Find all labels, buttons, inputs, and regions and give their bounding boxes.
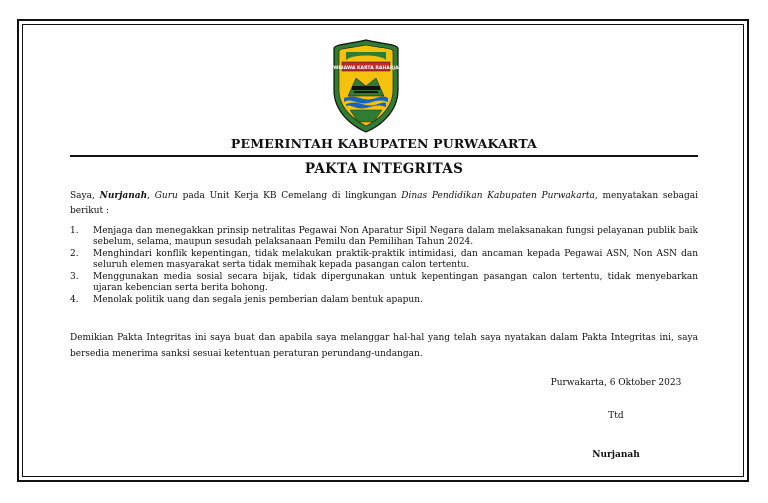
- list-item: [70, 272, 698, 294]
- list-item-number: 1.: [70, 226, 79, 236]
- intro-unit: pada Unit Kerja KB Cemelang di lingkungan: [182, 191, 397, 201]
- list-item-text: Menjaga dan menegakkan prinsip netralitas Pegawai Non Aparatur Sipil Negara dalam melaksanakan fungsi pelayanan publik baik sebelum, selama, maupun sesudah pelaksanaan Pemilu dan Pemilihan Tahun 2024.: [93, 226, 698, 247]
- signature-ttd: Ttd: [608, 411, 624, 421]
- intro-saya: Saya,: [70, 191, 95, 201]
- list-item: [70, 295, 698, 306]
- list-item-number: 4.: [70, 295, 79, 305]
- document-title: PAKTA INTEGRITAS: [304, 161, 464, 177]
- list-item-text: Menghindari konflik kepentingan, tidak melakukan praktik-praktik intimidasi, dan ancaman kepada Pegawai ASN, Non ASN dan seluruh elemen masyarakat serta tidak memihak kepada pasangan calon tertentu.: [93, 249, 698, 270]
- list-item-number: 3.: [70, 272, 79, 282]
- signer-name: Nurjanah: [99, 191, 148, 201]
- intro-paragraph: Saya, Nurjanah, Guru pada Unit Kerja KB Cemelang di lingkungan Dinas Pendidikan Kabupaten Purwakarta, menyatakan sebagai berikut :: [70, 191, 699, 216]
- signer-position: Guru: [154, 191, 178, 201]
- list-item: [70, 249, 698, 271]
- logo-banner-text: WIBAWA KARTA RAHARJA: [333, 66, 399, 71]
- list-item-text: Menolak politik uang dan segala jenis pemberian dalam bentuk apapun.: [93, 295, 423, 305]
- list-item: [70, 226, 698, 248]
- list-item-text: Menggunakan media sosial secara bijak, tidak dipergunakan untuk kepentingan pasangan calon tertentu, tidak menyebarkan ujaran kebencian serta berita bohong.: [93, 272, 698, 293]
- intro-tail: menyatakan sebagai berikut :: [70, 191, 699, 216]
- closing-paragraph: Demikian Pakta Integritas ini saya buat dan apabila saya melanggar hal-hal yang telah saya nyatakan dalam Pakta Integritas ini, saya bersedia menerima sanksi sesuai ketentuan peraturan perundang-undangan.: [70, 333, 698, 359]
- list-item-number: 2.: [70, 249, 79, 259]
- purwakarta-emblem-logo: [330, 38, 402, 134]
- statement-list: [70, 226, 698, 307]
- signature-name: Nurjanah: [592, 450, 640, 460]
- intro-agency: Dinas Pendidikan Kabupaten Purwakarta: [401, 191, 595, 201]
- government-title: PEMERINTAH KABUPATEN PURWAKARTA: [230, 136, 538, 151]
- signature-place-date: Purwakarta, 6 Oktober 2023: [550, 378, 682, 388]
- header-rule: [70, 155, 698, 157]
